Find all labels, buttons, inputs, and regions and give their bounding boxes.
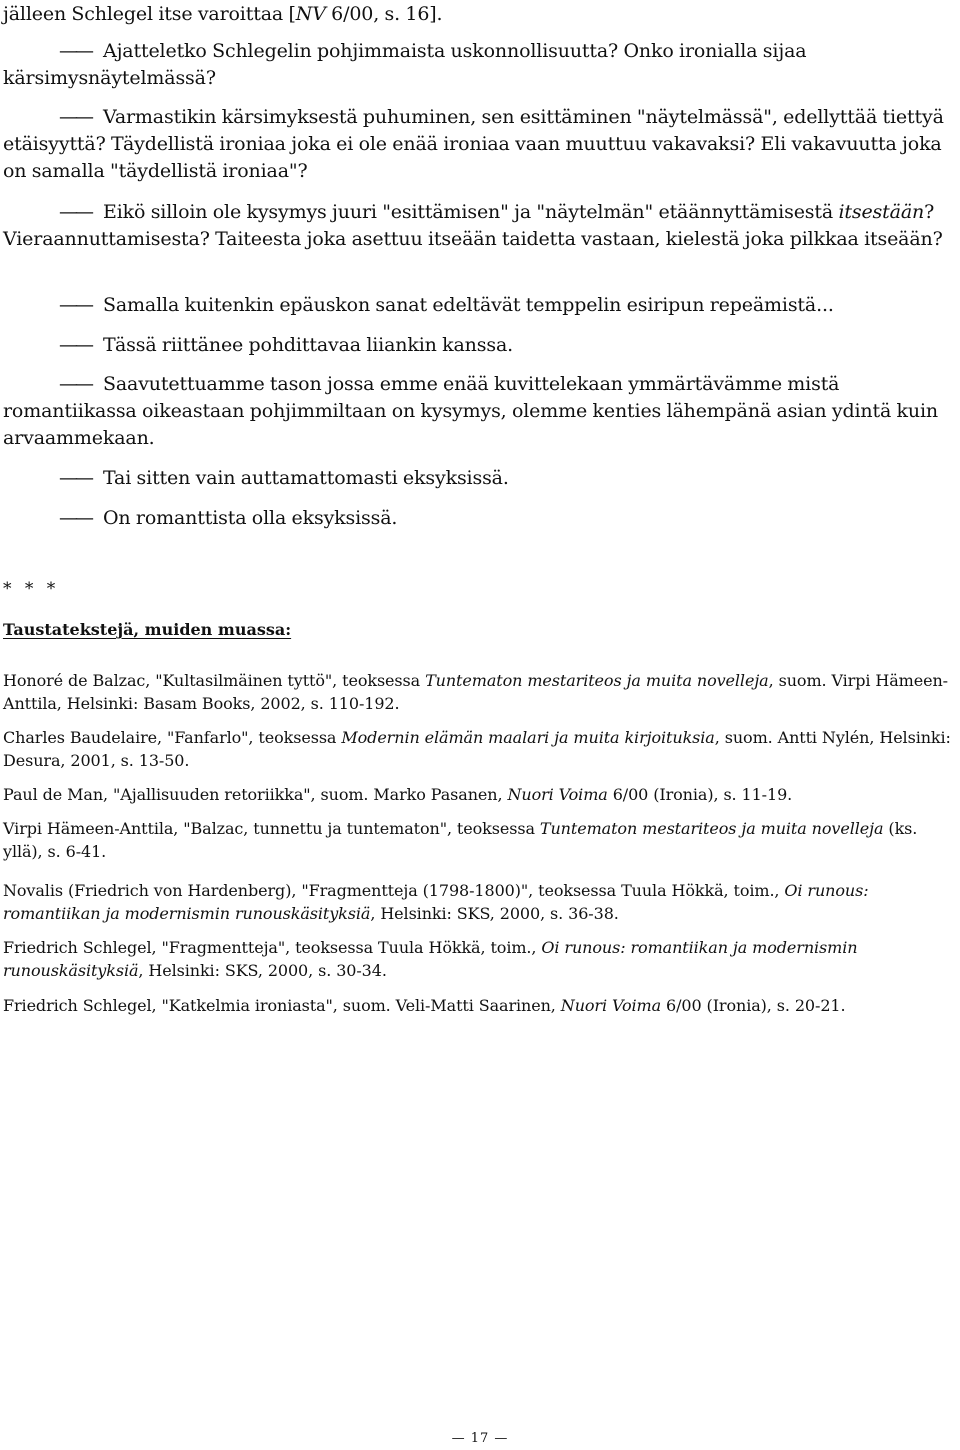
italic-text-run: Oi runous: romantiikan ja modernismin runouskäsityksiä	[3, 938, 858, 980]
text-run: , Helsinki: SKS, 2000, s. 36-38.	[370, 903, 619, 923]
dialogue-line	[3, 38, 953, 92]
text-run: Virpi Hämeen-Anttila, "Balzac, tunnettu ja tuntematon", teoksessa	[3, 819, 540, 838]
dialogue-line	[3, 104, 953, 185]
page-number: — 17 —	[451, 1431, 509, 1446]
text-run: 6/00, s. 16].	[325, 3, 443, 25]
text-run: 6/00 (Ironia), s. 20-21.	[661, 996, 846, 1015]
text-run: ? Vieraannuttamisesta? Taiteesta joka asettuu itseään taidetta vastaan, kielestä joka pilkkaa itseään?	[3, 201, 943, 250]
text-run: 6/00 (Ironia), s. 11-19.	[607, 785, 793, 804]
dialogue-line	[3, 505, 953, 532]
reference-entry	[3, 818, 958, 863]
text-run: Honoré de Balzac, "Kultasilmäinen tyttö", teoksessa	[3, 671, 426, 690]
text-run: Varmastikin kärsimyksestä puhuminen, sen esittäminen "näytelmässä", edellyttää tiettyä etäisyyttä? Täydellistä ironiaa joka ei ole enää ironiaa vaan muuttuu vakavaksi? Eli vakavuutta joka on samalla "täydellistä ironiaa"?	[3, 106, 944, 182]
dialogue-line	[3, 371, 953, 452]
text-run: , suom. Antti Nylén, Helsinki: Desura, 2001, s. 13-50.	[3, 728, 951, 770]
text-run: Friedrich Schlegel, "Fragmentteja", teoksessa Tuula Hökkä, toim.,	[3, 938, 542, 957]
italic-text-run: Nuori Voima	[507, 785, 608, 804]
reference-entry	[3, 670, 958, 715]
italic-text-run: Oi runous: romantiikan ja modernismin runouskäsityksiä	[3, 881, 869, 923]
text-run: , Helsinki: SKS, 2000, s. 30-34.	[138, 960, 387, 980]
text-run: Novalis (Friedrich von Hardenberg), "Fragmentteja (1798-1800)", teoksessa Tuula Hökkä, toim.,	[3, 881, 785, 900]
text-run: Ajatteletko Schlegelin pohjimmaista uskonnollisuutta? Onko ironialla sijaa kärsimysnäytelmässä?	[3, 40, 807, 89]
text-run: , suom. Virpi Hämeen-Anttila, Helsinki: Basam Books, 2002, s. 110-192.	[3, 671, 948, 713]
italic-text-run: Tuntematon mestariteos ja muita novelleja	[539, 819, 884, 838]
reference-entry	[3, 784, 958, 807]
italic-text-run: NV	[295, 3, 326, 25]
dialogue-line	[3, 292, 953, 319]
reference-entry	[3, 727, 958, 772]
reference-entry	[3, 937, 958, 982]
reference-entry	[3, 995, 958, 1018]
italic-text-run: itsestään	[838, 201, 925, 223]
text-run: (ks. yllä), s. 6-41.	[3, 819, 918, 861]
text-run: Tai sitten vain auttamattomasti eksyksissä.	[103, 467, 509, 489]
dialogue-line	[3, 465, 953, 492]
text-run: Friedrich Schlegel, "Katkelmia ironiasta", suom. Veli-Matti Saarinen,	[3, 996, 561, 1015]
text-run: Charles Baudelaire, "Fanfarlo", teoksessa	[3, 728, 342, 747]
reference-entry	[3, 880, 958, 925]
references-heading: Taustatekstejä, muiden muassa:	[3, 620, 292, 639]
text-run: Saavutettuamme tason jossa emme enää kuvittelekaan ymmärtävämme mistä romantiikassa oikeastaan pohjimmiltaan on kysymys, olemme kenties lähempänä asian ydintä kuin arvaammekaan.	[3, 373, 939, 449]
text-run: On romanttista olla eksyksissä.	[103, 507, 398, 529]
paragraph-continuation	[3, 1, 953, 28]
dialogue-line	[3, 332, 953, 359]
italic-text-run: Nuori Voima	[560, 996, 662, 1015]
italic-text-run: Modernin elämän maalari ja muita kirjoituksia	[341, 728, 715, 747]
italic-text-run: Tuntematon mestariteos ja muita novelleja	[425, 671, 769, 690]
text-run: Samalla kuitenkin epäuskon sanat edeltävät temppelin esiripun repeämistä...	[103, 294, 834, 316]
text-run: jälleen Schlegel itse varoittaa [	[3, 3, 296, 25]
text-run: Eikö silloin ole kysymys juuri "esittämisen" ja "näytelmän" etäännyttämisestä	[103, 201, 839, 223]
text-run: Tässä riittänee pohdittavaa liiankin kanssa.	[103, 334, 514, 356]
section-separator: * * *	[3, 579, 60, 599]
text-run: Paul de Man, "Ajallisuuden retoriikka", suom. Marko Pasanen,	[3, 785, 508, 804]
dialogue-line	[3, 199, 953, 253]
